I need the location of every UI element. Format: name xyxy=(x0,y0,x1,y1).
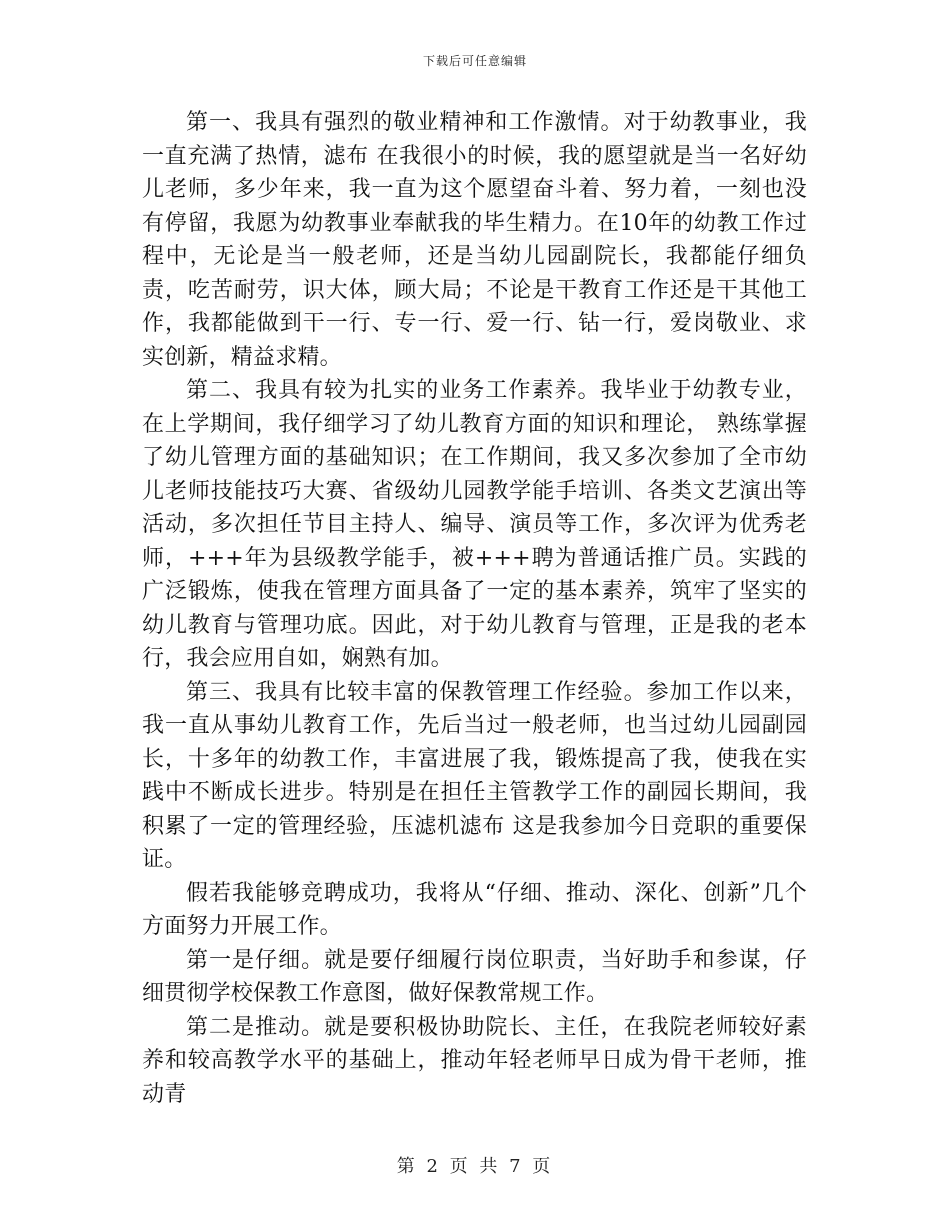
document-body xyxy=(142,106,807,1111)
page-number: 第 2 页 共 7 页 xyxy=(396,1156,554,1177)
paragraph-5: 第一是仔细。就是要仔细履行岗位职责，当好助手和参谋，仔细贯彻学校保教工作意图，做好保教常规工作。 xyxy=(142,947,807,1006)
paragraph-2: 第二、我具有较为扎实的业务工作素养。我毕业于幼教专业，在上学期间，我仔细学习了幼儿教育方面的知识和理论， 熟练掌握了幼儿管理方面的基础知识；在工作期间，我又多次参加了全市幼儿老师技能技巧大赛、省级幼儿园教学能手培训、各类文艺演出等活动，多次担任节目主持人、编导、演员等工作，多次评为优秀老师，+++年为县级教学能手，被+++聘为普通话推广员。实践的广泛锻炼，使我在管理方面具备了一定的基本素养，筑牢了坚实的幼儿教育与管理功底。因此，对于幼儿教育与管理，正是我的老本行，我会应用自如，娴熟有加。 xyxy=(142,378,807,671)
paragraph-4: 假若我能够竞聘成功，我将从“仔细、推动、深化、创新”几个方面努力开展工作。 xyxy=(142,880,807,939)
page-header: 下载后可任意编辑 xyxy=(422,54,527,68)
paragraph-6: 第二是推动。就是要积极协助院长、主任，在我院老师较好素养和较高教学水平的基础上，推动年轻老师早日成为骨干老师，推动青 xyxy=(142,1014,807,1107)
paragraph-3: 第三、我具有比较丰富的保教管理工作经验。参加工作以来，我一直从事幼儿教育工作，先后当过一般老师，也当过幼儿园副园长，十多年的幼教工作，丰富进展了我，锻炼提高了我，使我在实践中不断成长进步。特别是在担任主管教学工作的副园长期间，我积累了一定的管理经验，压滤机滤布 这是我参加今日竞职的重要保证。 xyxy=(142,679,807,872)
paragraph-1: 第一、我具有强烈的敬业精神和工作激情。对于幼教事业，我一直充满了热情，滤布 在我很小的时候，我的愿望就是当一名好幼儿老师，多少年来，我一直为这个愿望奋斗着、努力着，一刻也没有停留，我愿为幼教事业奉献我的毕生精力。在10年的幼教工作过程中，无论是当一般老师，还是当幼儿园副院长，我都能仔细负责，吃苦耐劳，识大体，顾大局；不论是干教育工作还是干其他工作，我都能做到干一行、专一行、爱一行、钻一行，爱岗敬业、求实创新，精益求精。 xyxy=(142,110,807,370)
